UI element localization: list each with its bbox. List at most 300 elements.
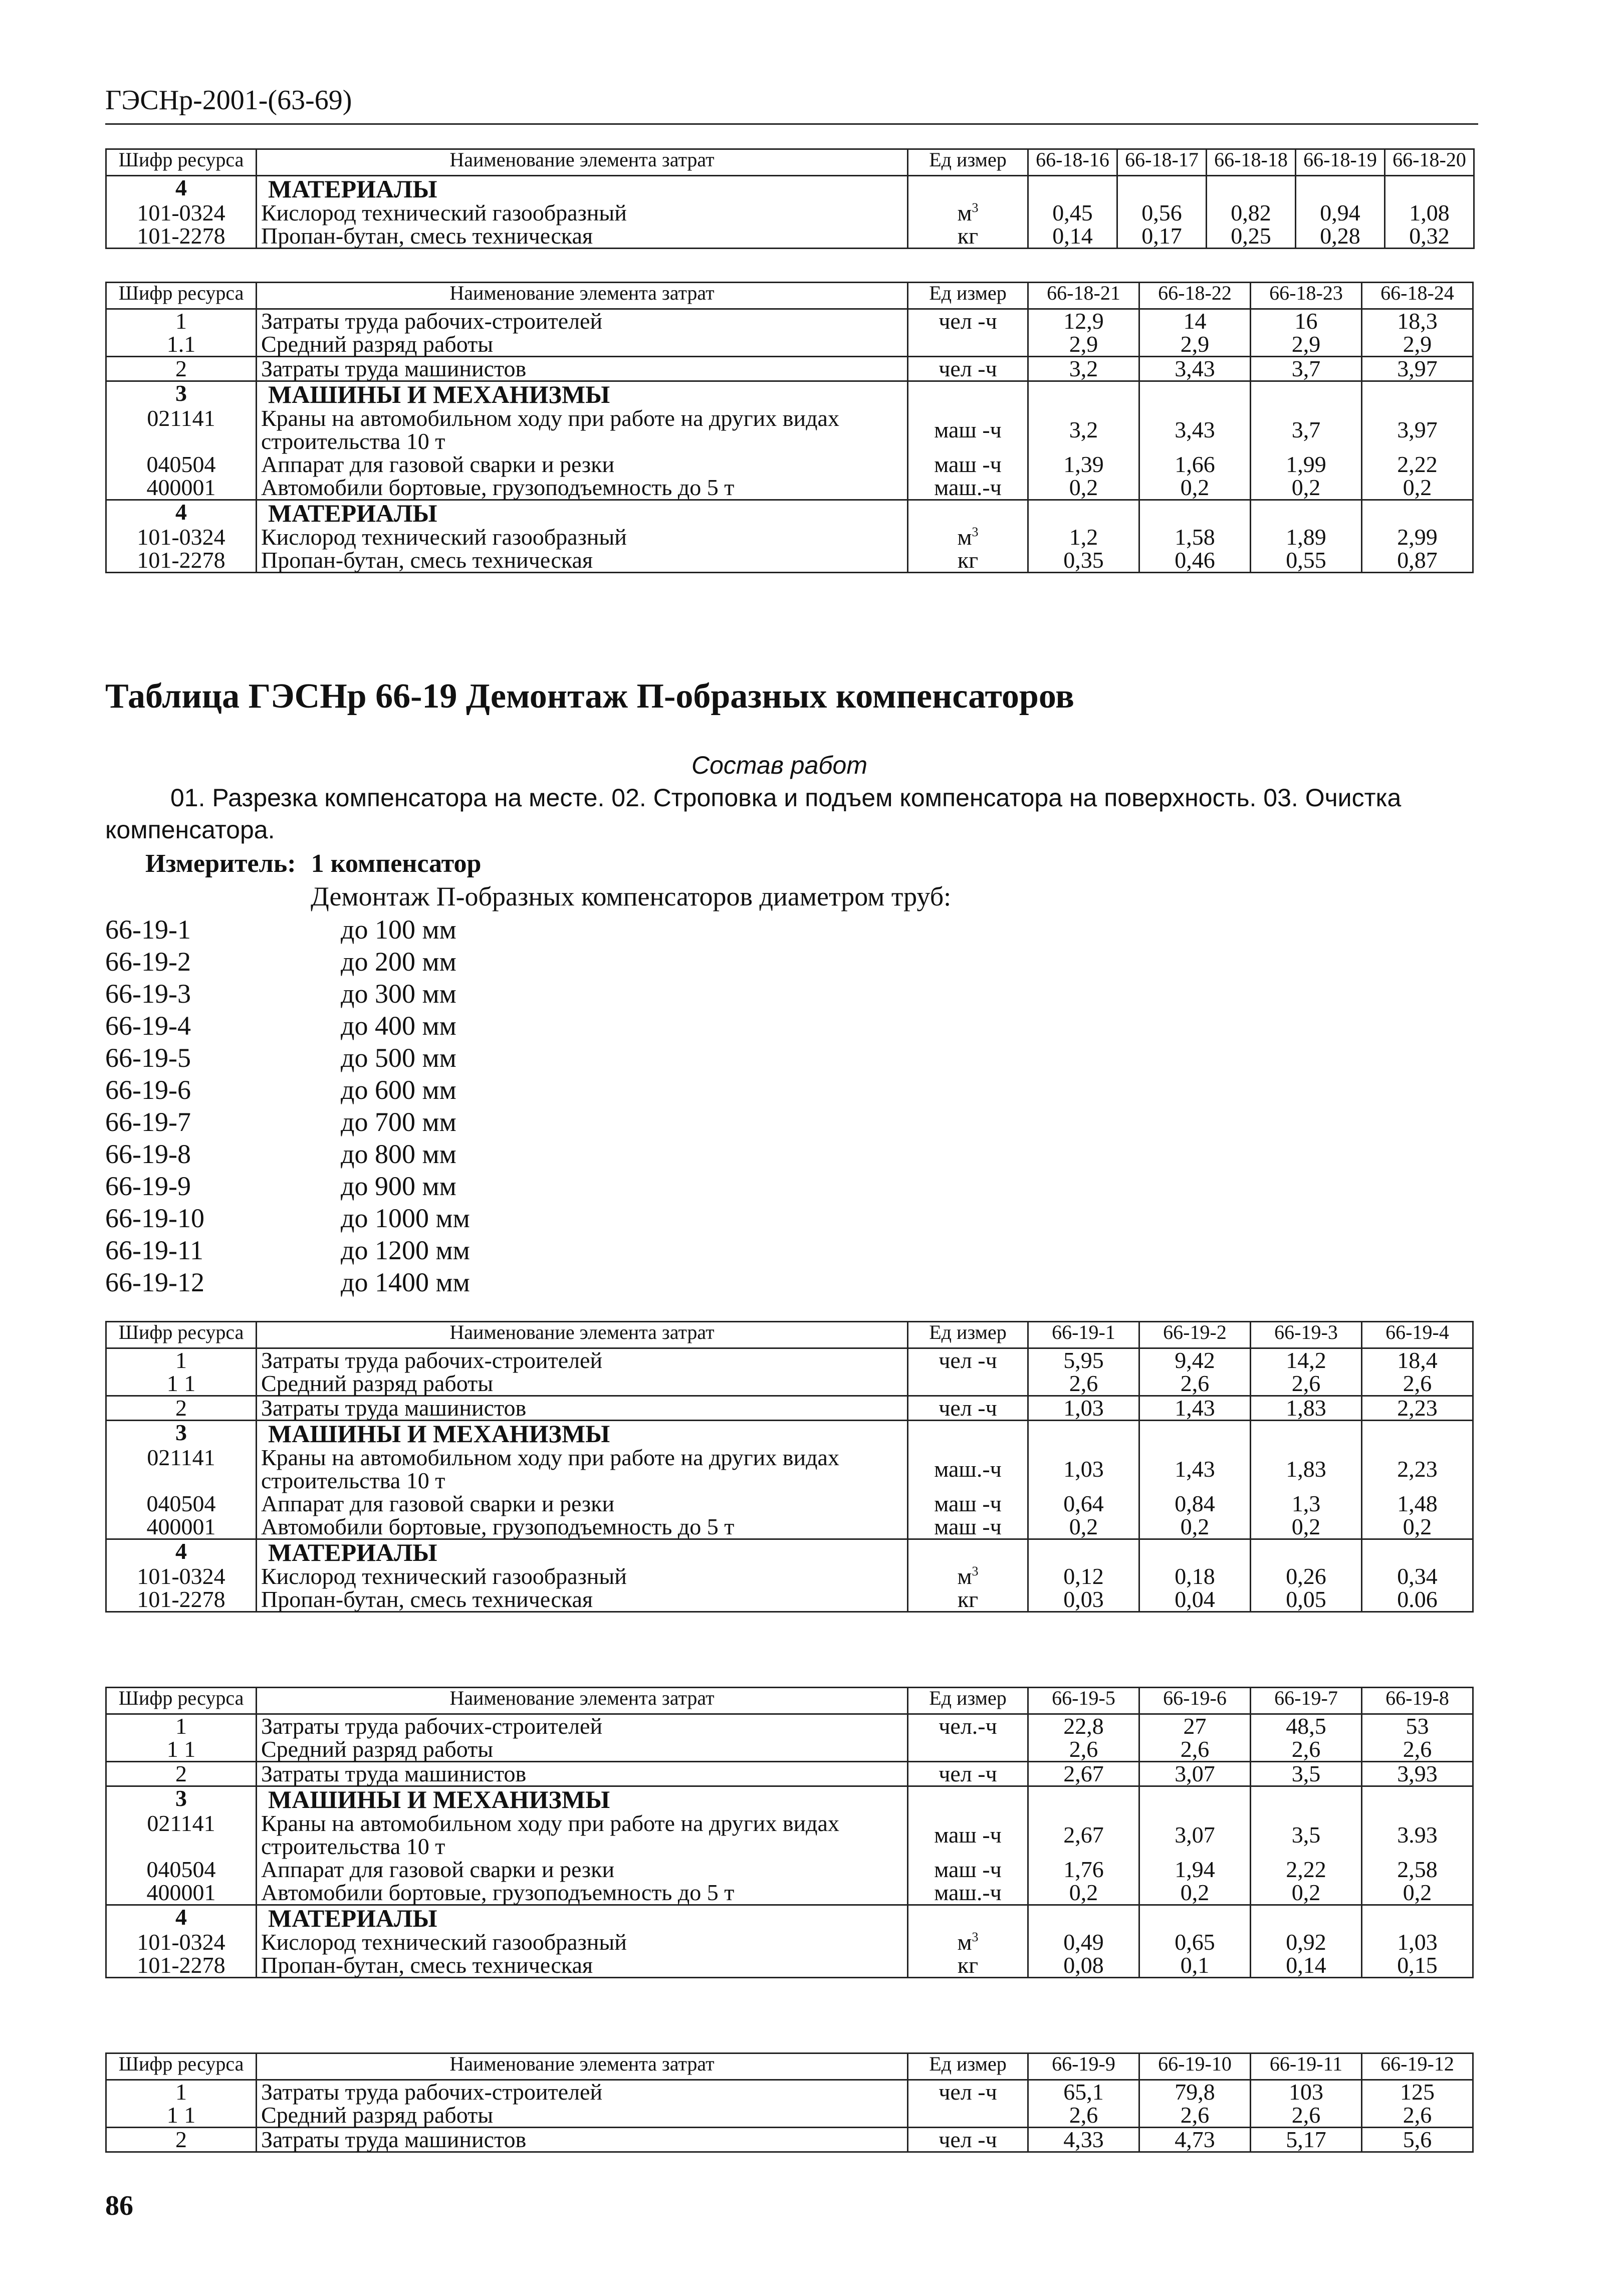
resource-value: 0.06 [1362, 1588, 1473, 1612]
unit-text: маш -ч [934, 451, 1002, 477]
resource-value: 0,2 [1028, 1515, 1139, 1539]
resource-value [1139, 500, 1251, 526]
resource-name-text: Затраты труда рабочих-строителей [261, 2079, 603, 2105]
resource-unit [908, 176, 1028, 202]
resource-value: 2,6 [1362, 1372, 1473, 1396]
resource-name-text: Аппарат для газовой сварки и резки [261, 1491, 615, 1516]
resource-value: 0,08 [1028, 1954, 1139, 1978]
resource-name-text: Затраты труда рабочих-строителей [261, 1347, 603, 1373]
variant-row [105, 1010, 470, 1042]
variant-code: 66-19-2 [105, 947, 191, 977]
resource-value [1362, 1905, 1473, 1931]
variant-row [105, 1138, 470, 1171]
resource-value: 1,76 [1028, 1858, 1139, 1881]
resource-unit [908, 1905, 1028, 1931]
resource-unit [908, 224, 1028, 249]
resource-value: 3,43 [1139, 407, 1251, 453]
resource-code: 4 [106, 176, 257, 202]
resource-value: 2,9 [1251, 333, 1362, 357]
resource-name-text: МАШИНЫ И МЕХАНИЗМЫ [268, 1785, 610, 1813]
resource-unit [908, 1812, 1028, 1858]
resource-value [1117, 176, 1207, 202]
resource-value [1296, 176, 1385, 202]
header-variant-code: 66-18-21 [1028, 283, 1139, 309]
resource-value: 2,23 [1362, 1446, 1473, 1492]
resource-value: 0,65 [1139, 1931, 1251, 1954]
resource-value: 3,07 [1139, 1812, 1251, 1858]
resource-table-66-19-9-12 [105, 2052, 1474, 2153]
resource-name [257, 309, 908, 333]
table-row [106, 1881, 1473, 1905]
resource-value: 1,94 [1139, 1858, 1251, 1881]
resource-value: 103 [1251, 2080, 1362, 2104]
resource-value: 0,55 [1251, 549, 1362, 573]
resource-value: 1,3 [1251, 1492, 1362, 1515]
resource-value: 5,6 [1362, 2128, 1473, 2152]
resource-name [257, 1881, 908, 1905]
resource-value: 18,3 [1362, 309, 1473, 333]
resource-value: 3,5 [1251, 1762, 1362, 1786]
resource-value: 2,6 [1362, 2104, 1473, 2128]
resource-value: 4,73 [1139, 2128, 1251, 2152]
unit-text: маш.-ч [934, 475, 1002, 500]
resource-value: 27 [1139, 1714, 1251, 1738]
variant-row [105, 978, 470, 1010]
resource-name-text: Автомобили бортовые, грузоподъемность до 5 т [261, 1880, 735, 1905]
table-row [106, 407, 1473, 453]
resource-code: 021141 [106, 407, 257, 453]
resource-value: 3,97 [1362, 357, 1473, 381]
resource-name [257, 1492, 908, 1515]
unit-text: м [957, 524, 972, 550]
header-unit: Ед измер [908, 149, 1028, 176]
variant-row [105, 1171, 470, 1203]
resource-value: 4,33 [1028, 2128, 1139, 2152]
resource-name-text: Затраты труда рабочих-строителей [261, 308, 603, 334]
unit-text: маш -ч [934, 417, 1002, 442]
unit-text: чел.-ч [939, 1713, 997, 1739]
resource-code: 021141 [106, 1446, 257, 1492]
resource-value: 0,05 [1251, 1588, 1362, 1612]
resource-table-66-19-5-8 [105, 1687, 1474, 1978]
table-title: Таблица ГЭСНр 66-19 Демонтаж П-образных компенсаторов [105, 677, 1074, 716]
resource-value: 0,46 [1139, 549, 1251, 573]
resource-unit [908, 309, 1028, 333]
resource-value: 0,25 [1207, 224, 1296, 249]
resource-value: 3,43 [1139, 357, 1251, 381]
variant-text: до 1000 мм [341, 1203, 470, 1233]
variant-text: до 400 мм [341, 1011, 456, 1041]
header-name: Наименование элемента затрат [257, 1688, 908, 1714]
variant-row [105, 1203, 470, 1235]
header-variant-code: 66-19-8 [1362, 1688, 1473, 1714]
resource-unit [908, 201, 1028, 224]
resource-value [1139, 381, 1251, 407]
resource-value: 2,6 [1139, 2104, 1251, 2128]
resource-name-text: Пропан-бутан, смесь техническая [261, 547, 593, 573]
table-row [106, 1786, 1473, 1812]
resource-value: 3,07 [1139, 1762, 1251, 1786]
variant-text: до 100 мм [341, 914, 456, 945]
resource-name-text: Затраты труда машинистов [261, 1395, 527, 1421]
resource-name-text: Краны на автомобильном ходу при работе на других видах [261, 1445, 839, 1470]
resource-value: 3,2 [1028, 407, 1139, 453]
table-row [106, 1565, 1473, 1588]
resource-code: 2 [106, 2128, 257, 2152]
header-variant-code: 66-19-12 [1362, 2053, 1473, 2080]
header-code: Шифр ресурса [106, 283, 257, 309]
unit-text: маш -ч [934, 1491, 1002, 1516]
resource-unit [908, 1565, 1028, 1588]
resource-value: 0,2 [1139, 476, 1251, 500]
resource-name-text: Средний разряд работы [261, 2102, 494, 2128]
resource-code: 4 [106, 500, 257, 526]
resource-name [257, 1905, 908, 1931]
resource-value: 3,93 [1362, 1762, 1473, 1786]
resource-value: 0,2 [1251, 476, 1362, 500]
resource-value: 1,66 [1139, 453, 1251, 476]
resource-value: 0,2 [1139, 1881, 1251, 1905]
resource-value: 18,4 [1362, 1348, 1473, 1372]
resource-name-text: Затраты труда машинистов [261, 1761, 527, 1786]
header-variant-code: 66-18-16 [1028, 149, 1117, 176]
resource-code: 3 [106, 381, 257, 407]
resource-value: 1,43 [1139, 1396, 1251, 1421]
resource-name-text: МАШИНЫ И МЕХАНИЗМЫ [268, 380, 610, 408]
resource-name [257, 357, 908, 381]
table-header-row [106, 149, 1474, 176]
resource-value: 0,18 [1139, 1565, 1251, 1588]
resource-name [257, 1738, 908, 1762]
variant-text: до 200 мм [341, 947, 456, 977]
resource-value: 0,92 [1251, 1931, 1362, 1954]
resource-value: 65,1 [1028, 2080, 1139, 2104]
resource-value: 0,15 [1362, 1954, 1473, 1978]
unit-text: кг [957, 1952, 979, 1978]
variant-text: до 1200 мм [341, 1235, 470, 1265]
resource-value: 0,34 [1362, 1565, 1473, 1588]
resource-unit [908, 1372, 1028, 1396]
resource-value: 12,9 [1028, 309, 1139, 333]
variant-row [105, 1235, 470, 1267]
resource-unit [908, 2128, 1028, 2152]
table-row [106, 1372, 1473, 1396]
table-row [106, 381, 1473, 407]
resource-name-text: Кислород технический газообразный [261, 524, 627, 550]
resource-name [257, 1786, 908, 1812]
variant-code: 66-19-4 [105, 1011, 191, 1041]
resource-value [1362, 500, 1473, 526]
resource-value: 2,23 [1362, 1396, 1473, 1421]
header-variant-code: 66-19-5 [1028, 1688, 1139, 1714]
resource-value [1362, 1539, 1473, 1565]
resource-unit [908, 1421, 1028, 1447]
resource-code: 1 1 [106, 1738, 257, 1762]
table-row [106, 1762, 1473, 1786]
table-row [106, 549, 1473, 573]
unit-text: чел -ч [939, 1395, 997, 1421]
resource-value: 2,6 [1028, 2104, 1139, 2128]
variant-row [105, 1074, 470, 1106]
unit-text: м [957, 1563, 972, 1589]
variant-row [105, 1267, 470, 1299]
resource-name [257, 2080, 908, 2104]
resource-name [257, 2128, 908, 2152]
resource-value: 1,89 [1251, 526, 1362, 549]
resource-value: 1,99 [1251, 453, 1362, 476]
resource-name [257, 1421, 908, 1447]
table-row [106, 1738, 1473, 1762]
header-variant-code: 66-19-10 [1139, 2053, 1251, 2080]
resource-name [257, 476, 908, 500]
resource-name-text: Средний разряд работы [261, 1370, 494, 1396]
resource-name-text: Затраты труда рабочих-строителей [261, 1713, 603, 1739]
resource-unit [908, 2104, 1028, 2128]
table-row [106, 2080, 1473, 2104]
resource-name [257, 407, 908, 453]
resource-name-text: МАТЕРИАЛЫ [268, 1904, 437, 1932]
resource-value [1251, 1905, 1362, 1931]
variant-code: 66-19-9 [105, 1171, 191, 1201]
resource-name [257, 1762, 908, 1786]
resource-value: 1,83 [1251, 1396, 1362, 1421]
table-row [106, 1492, 1473, 1515]
resource-value: 3.93 [1362, 1812, 1473, 1858]
table-header-row [106, 2053, 1473, 2080]
resource-value: 0,2 [1028, 1881, 1139, 1905]
header-variant-code: 66-19-11 [1251, 2053, 1362, 2080]
resource-name [257, 224, 908, 249]
unit-text: маш -ч [934, 1822, 1002, 1848]
resource-value [1028, 1539, 1139, 1565]
resource-unit [908, 1515, 1028, 1539]
resource-value: 5,95 [1028, 1348, 1139, 1372]
resource-name-text: МАШИНЫ И МЕХАНИЗМЫ [268, 1420, 610, 1448]
resource-value: 0,12 [1028, 1565, 1139, 1588]
resource-value: 1,39 [1028, 453, 1139, 476]
table-row [106, 1931, 1473, 1954]
unit-superscript: 3 [972, 525, 979, 539]
resource-name-text: Затраты труда машинистов [261, 356, 527, 381]
header-variant-code: 66-18-22 [1139, 283, 1251, 309]
resource-name-text: Кислород технический газообразный [261, 200, 627, 225]
resource-name-text: МАТЕРИАЛЫ [268, 175, 437, 203]
resource-value: 0,2 [1362, 1881, 1473, 1905]
variant-code: 66-19-11 [105, 1235, 203, 1265]
resource-code: 1 [106, 2080, 257, 2104]
header-variant-code: 66-18-18 [1207, 149, 1296, 176]
resource-unit [908, 1492, 1028, 1515]
measure-value: 1 компенсатор [311, 849, 482, 878]
resource-unit [908, 453, 1028, 476]
unit-text: чел -ч [939, 308, 997, 334]
variant-code: 66-19-3 [105, 979, 191, 1009]
header-variant-code: 66-18-24 [1362, 283, 1473, 309]
resource-unit [908, 1931, 1028, 1954]
unit-superscript: 3 [972, 1930, 979, 1944]
table-row [106, 1905, 1473, 1931]
resource-value [1139, 1905, 1251, 1931]
header-unit: Ед измер [908, 1688, 1028, 1714]
resource-unit [908, 407, 1028, 453]
resource-value: 0,35 [1028, 549, 1139, 573]
unit-text: маш.-ч [934, 1456, 1002, 1482]
unit-text: м [957, 1929, 972, 1955]
resource-name-text: Кислород технический газообразный [261, 1929, 627, 1955]
header-variant-code: 66-18-23 [1251, 283, 1362, 309]
table-row [106, 333, 1473, 357]
resource-value: 16 [1251, 309, 1362, 333]
resource-value: 0,84 [1139, 1492, 1251, 1515]
resource-name [257, 1588, 908, 1612]
resource-value: 0,14 [1251, 1954, 1362, 1978]
resource-code: 4 [106, 1539, 257, 1565]
header-name: Наименование элемента затрат [257, 2053, 908, 2080]
resource-code: 101-0324 [106, 1931, 257, 1954]
variant-text: до 1400 мм [341, 1267, 470, 1297]
resource-value: 79,8 [1139, 2080, 1251, 2104]
resource-value: 2,6 [1251, 1372, 1362, 1396]
unit-text: чел -ч [939, 2079, 997, 2105]
resource-value [1028, 500, 1139, 526]
header-variant-code: 66-18-19 [1296, 149, 1385, 176]
resource-code: 400001 [106, 476, 257, 500]
resource-unit [908, 476, 1028, 500]
header-variant-code: 66-19-4 [1362, 1322, 1473, 1348]
resource-value: 0,1 [1139, 1954, 1251, 1978]
resource-unit [908, 1714, 1028, 1738]
resource-name [257, 1954, 908, 1978]
resource-unit [908, 1881, 1028, 1905]
resource-value [1362, 1786, 1473, 1812]
table-row [106, 309, 1473, 333]
resource-unit [908, 1738, 1028, 1762]
resource-code: 101-0324 [106, 201, 257, 224]
resource-value: 1,43 [1139, 1446, 1251, 1492]
variant-row [105, 1042, 470, 1074]
resource-value: 2,9 [1362, 333, 1473, 357]
variant-code: 66-19-12 [105, 1267, 204, 1297]
unit-superscript: 3 [972, 200, 979, 215]
resource-value [1028, 176, 1117, 202]
resource-name [257, 1714, 908, 1738]
resource-value: 1,03 [1028, 1396, 1139, 1421]
table-row [106, 476, 1473, 500]
resource-value: 0,14 [1028, 224, 1117, 249]
resource-name-text-cont: строительства 10 т [261, 428, 445, 454]
resource-value: 1,03 [1028, 1446, 1139, 1492]
resource-name [257, 500, 908, 526]
unit-superscript: 3 [972, 1564, 979, 1578]
resource-value: 2,99 [1362, 526, 1473, 549]
resource-table-66-18-16-20 [105, 148, 1475, 249]
variant-code: 66-19-8 [105, 1139, 191, 1169]
resource-code: 1 1 [106, 2104, 257, 2128]
resource-value: 2,9 [1028, 333, 1139, 357]
resource-name-text: Автомобили бортовые, грузоподъемность до 5 т [261, 1514, 735, 1539]
resource-value: 48,5 [1251, 1714, 1362, 1738]
resource-unit [908, 500, 1028, 526]
resource-value [1028, 1786, 1139, 1812]
header-variant-code: 66-19-3 [1251, 1322, 1362, 1348]
work-composition-title: Состав работ [691, 751, 868, 779]
resource-name [257, 1812, 908, 1858]
resource-value [1251, 1539, 1362, 1565]
resource-code: 2 [106, 357, 257, 381]
table-row [106, 1588, 1473, 1612]
header-code: Шифр ресурса [106, 1322, 257, 1348]
resource-value: 0,2 [1362, 476, 1473, 500]
table-row [106, 224, 1474, 249]
table-row [106, 201, 1474, 224]
resource-name [257, 549, 908, 573]
resource-value: 0,17 [1117, 224, 1207, 249]
resource-value: 1,48 [1362, 1492, 1473, 1515]
header-variant-code: 66-19-1 [1028, 1322, 1139, 1348]
resource-name [257, 1565, 908, 1588]
header-variant-code: 66-19-9 [1028, 2053, 1139, 2080]
resource-value: 0,2 [1139, 1515, 1251, 1539]
resource-value [1028, 1421, 1139, 1447]
resource-code: 2 [106, 1396, 257, 1421]
resource-unit [908, 1858, 1028, 1881]
work-composition-text: 01. Разрезка компенсатора на месте. 02. Строповка и подъем компенсатора на поверхность. 03. Очистка компенсатора. [105, 784, 1402, 844]
table-row [106, 357, 1473, 381]
unit-text: маш -ч [934, 1514, 1002, 1539]
table-row [106, 1812, 1473, 1858]
resource-code: 101-2278 [106, 224, 257, 249]
resource-name [257, 1372, 908, 1396]
resource-value [1251, 500, 1362, 526]
resource-value: 0,2 [1362, 1515, 1473, 1539]
resource-name [257, 1858, 908, 1881]
header-variant-code: 66-19-2 [1139, 1322, 1251, 1348]
header-variant-code: 66-18-17 [1117, 149, 1207, 176]
resource-code: 101-2278 [106, 1954, 257, 1978]
unit-text: чел -ч [939, 1347, 997, 1373]
resource-unit [908, 1446, 1028, 1492]
resource-name [257, 1348, 908, 1372]
table-row [106, 526, 1473, 549]
unit-text: чел -ч [939, 356, 997, 381]
resource-unit [908, 1539, 1028, 1565]
variant-row [105, 946, 470, 978]
header-name: Наименование элемента затрат [257, 1322, 908, 1348]
resource-value [1251, 381, 1362, 407]
unit-text: маш -ч [934, 1857, 1002, 1882]
resource-value [1362, 381, 1473, 407]
resource-name [257, 1931, 908, 1954]
resource-name [257, 1515, 908, 1539]
variants-list [105, 914, 470, 1299]
header-name: Наименование элемента затрат [257, 149, 908, 176]
resource-unit [908, 333, 1028, 357]
resource-name [257, 1539, 908, 1565]
unit-text: кг [957, 1586, 979, 1612]
header-code: Шифр ресурса [106, 149, 257, 176]
resource-name-text: Аппарат для газовой сварки и резки [261, 451, 615, 477]
resource-value: 0,56 [1117, 201, 1207, 224]
header-code: Шифр ресурса [106, 2053, 257, 2080]
page-number: 86 [105, 2190, 133, 2221]
table-row [106, 1539, 1473, 1565]
resource-code: 040504 [106, 453, 257, 476]
resource-name [257, 381, 908, 407]
resource-value: 22,8 [1028, 1714, 1139, 1738]
resource-value: 0,2 [1251, 1881, 1362, 1905]
measure-label: Измеритель: [145, 849, 296, 878]
resource-name-text: Автомобили бортовые, грузоподъемность до 5 т [261, 475, 735, 500]
